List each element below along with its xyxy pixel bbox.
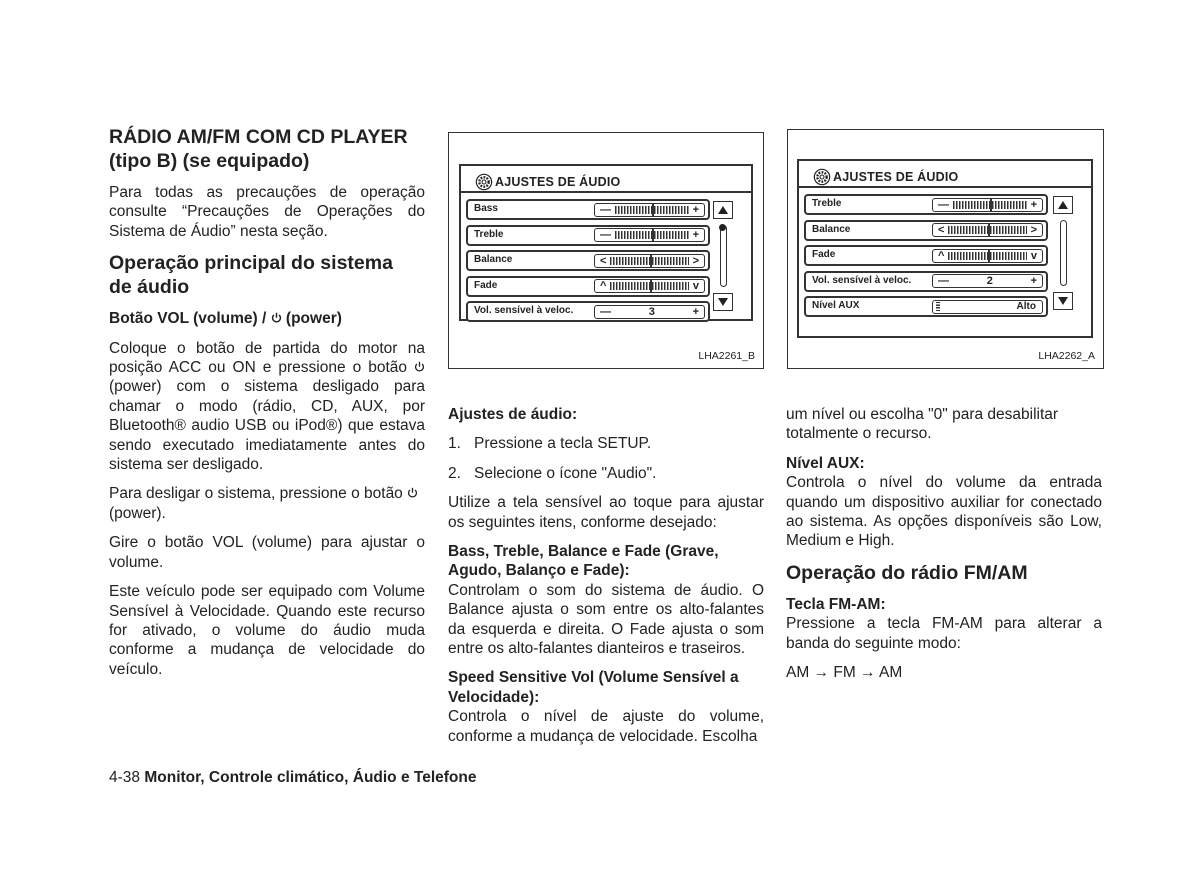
steps-list — [448, 434, 764, 483]
level-scale — [610, 257, 688, 265]
setting-row-balance[interactable]: Balance < > — [804, 220, 1048, 241]
setting-row-speed-volume[interactable]: Vol. sensível à veloc. — 2 + — [804, 271, 1048, 292]
increase-button[interactable]: + — [692, 229, 699, 241]
balance-slider[interactable] — [932, 223, 1043, 237]
paragraph-power-off: Para desligar o sistema, pressione o botão (power). — [109, 484, 425, 523]
speed-volume-stepper[interactable] — [594, 305, 705, 319]
gear-icon — [475, 173, 493, 191]
triangle-down-icon — [718, 298, 728, 306]
paragraph-speed-volume-cont: um nível ou escolha "0" para desabilitar totalmente o recurso. — [786, 406, 1059, 443]
screen-title: AJUSTES DE ÁUDIO — [813, 168, 958, 186]
column-middle — [448, 405, 764, 756]
column-right — [786, 405, 1102, 692]
scrollbar[interactable] — [1053, 196, 1073, 310]
setting-row-fade[interactable]: Fade ^ v — [466, 276, 710, 297]
level-scale — [615, 206, 689, 214]
setting-row-bass[interactable]: Bass — + — [466, 199, 710, 220]
right-button[interactable]: > — [692, 254, 699, 267]
left-button[interactable]: < — [938, 224, 945, 236]
front-button[interactable]: ^ — [600, 280, 607, 292]
scrollbar[interactable] — [713, 201, 733, 311]
scroll-up-button[interactable] — [1053, 196, 1073, 214]
decrease-button[interactable]: — — [938, 198, 949, 211]
scroll-down-button[interactable] — [713, 293, 733, 311]
power-icon — [414, 361, 425, 373]
paragraph-speed-sensitive: Este veículo pode ser equipado com Volume Sensível à Velocidade. Quando este recurso for ativado, o volume do áudio muda conforme a mudança de velocidade do veículo. — [109, 583, 425, 678]
paragraph-touchscreen: Utilize a tela sensível ao toque para ajustar os seguintes itens, conforme desejado: — [448, 494, 764, 531]
setting-row-aux-level[interactable]: Nível AUX Alto — [804, 296, 1048, 317]
page-number: 4-38 — [109, 769, 141, 786]
scroll-track[interactable] — [720, 225, 727, 287]
left-button[interactable]: < — [600, 254, 607, 267]
fade-slider[interactable] — [594, 279, 705, 293]
triangle-down-icon — [1058, 297, 1068, 305]
column-left — [109, 125, 425, 689]
audio-settings-heading: Ajustes de áudio: — [448, 406, 578, 423]
speed-volume-value: 2 — [986, 275, 993, 287]
bass-treble-heading: Bass, Treble, Balance e Fade (Grave, Agudo, Balanço e Fade): — [448, 543, 719, 580]
title-divider — [799, 186, 1091, 188]
increase-button[interactable]: + — [1030, 198, 1037, 211]
band-sequence: AM → FM → AM — [786, 664, 903, 682]
decrease-button[interactable]: — — [600, 229, 611, 241]
rear-button[interactable]: v — [692, 280, 699, 292]
figure-reference: LHA2262_A — [1038, 350, 1095, 362]
decrease-button[interactable]: — — [938, 275, 949, 287]
scroll-track[interactable] — [1060, 220, 1067, 286]
balance-slider[interactable] — [594, 254, 705, 268]
aux-level-heading: Nível AUX: — [786, 454, 865, 472]
setting-row-treble[interactable]: Treble — + — [466, 225, 710, 246]
settings-list — [466, 199, 710, 327]
figure-reference: LHA2261_B — [698, 350, 755, 362]
level-scale — [615, 231, 689, 239]
aux-level-value: Alto — [1016, 301, 1036, 312]
settings-list — [804, 194, 1048, 322]
paragraph-speed-volume: Controla o nível de ajuste do volume, conforme a mudança de velocidade. Escolha — [448, 708, 764, 745]
triangle-up-icon — [1058, 201, 1068, 209]
bass-slider[interactable] — [594, 203, 705, 217]
treble-slider[interactable] — [594, 228, 705, 242]
treble-slider[interactable] — [932, 198, 1043, 212]
increase-button[interactable]: + — [1030, 275, 1037, 287]
figure-audio-settings-1 — [448, 132, 764, 369]
setting-row-fade[interactable]: Fade ^ v — [804, 245, 1048, 266]
chapter-title: Monitor, Controle climático, Áudio e Telefone — [144, 769, 477, 786]
power-icon — [407, 487, 418, 499]
paragraph-bass-treble: Controlam o som do sistema de áudio. O Balance ajusta o som entre os alto-falantes da esquerda e direita. O Fade ajusta o som entre os alto-falantes dianteiros e traseiros. — [448, 581, 764, 658]
setting-row-balance[interactable]: Balance < > — [466, 250, 710, 271]
increase-button[interactable]: + — [692, 305, 699, 318]
screen-title: AJUSTES DE ÁUDIO — [475, 173, 620, 191]
main-title: RÁDIO AM/FM COM CD PLAYER (tipo B) (se equipado) — [109, 126, 408, 172]
page-footer — [109, 769, 476, 787]
vol-power-heading: Botão VOL (volume) / (power) — [109, 310, 342, 328]
audio-settings-screen — [459, 164, 753, 321]
gear-icon — [813, 168, 831, 186]
list-item: 1. Pressione a tecla SETUP. — [448, 435, 652, 453]
level-scale — [953, 201, 1027, 209]
decrease-button[interactable]: — — [600, 305, 611, 318]
triangle-up-icon — [718, 206, 728, 214]
paragraph-volume: Gire o botão VOL (volume) para ajustar o volume. — [109, 534, 425, 571]
level-bars-icon — [936, 302, 940, 312]
intro-paragraph: Para todas as precauções de operação consulte “Precauções de Operações do Sistema de Áudio” nesta seção. — [109, 184, 425, 240]
setting-row-treble[interactable]: Treble — + — [804, 194, 1048, 215]
section-heading-radio: Operação do rádio FM/AM — [786, 561, 1028, 584]
level-scale — [948, 226, 1026, 234]
figure-audio-settings-2 — [787, 129, 1104, 369]
setting-row-speed-volume[interactable]: Vol. sensível à veloc. — 3 + — [466, 301, 710, 322]
aux-level-selector[interactable] — [932, 300, 1043, 314]
level-scale — [948, 252, 1026, 260]
section-heading-main-operation: Operação principal do sistema de áudio — [109, 252, 393, 299]
paragraph-aux-level: Controla o nível do volume da entrada quando um dispositivo auxiliar for conectado ao sistema. As opções disponíveis são Low, Medium e High. — [786, 474, 1102, 550]
fm-am-key-heading: Tecla FM-AM: — [786, 595, 886, 613]
title-divider — [461, 191, 751, 193]
level-scale — [610, 282, 688, 290]
scroll-down-button[interactable] — [1053, 292, 1073, 310]
list-item: 2. Selecione o ícone "Audio". — [448, 464, 657, 482]
scroll-thumb[interactable] — [719, 224, 726, 231]
fade-slider[interactable] — [932, 249, 1043, 263]
speed-volume-heading: Speed Sensitive Vol (Volume Sensível a Velocidade): — [448, 669, 739, 706]
audio-settings-screen — [797, 159, 1093, 338]
paragraph-fm-am: Pressione a tecla FM-AM para alterar a banda do seguinte modo: — [786, 615, 1102, 652]
power-icon — [271, 312, 282, 324]
rear-button[interactable]: v — [1030, 249, 1037, 262]
paragraph-power-on: Coloque o botão de partida do motor na posição ACC ou ON e pressione o botão (power) com o sistema desligado para chamar o modo (rádio, CD, AUX, por Bluetooth® audio USB ou iPod®) que estava sendo executado imediatamente antes do sistema ser desligado. — [109, 339, 425, 474]
front-button[interactable]: ^ — [938, 249, 945, 262]
right-button[interactable]: > — [1030, 224, 1037, 236]
decrease-button[interactable]: — — [600, 203, 611, 216]
scroll-up-button[interactable] — [713, 201, 733, 219]
speed-volume-stepper[interactable] — [932, 274, 1043, 288]
increase-button[interactable]: + — [692, 203, 699, 216]
speed-volume-value: 3 — [648, 305, 655, 318]
